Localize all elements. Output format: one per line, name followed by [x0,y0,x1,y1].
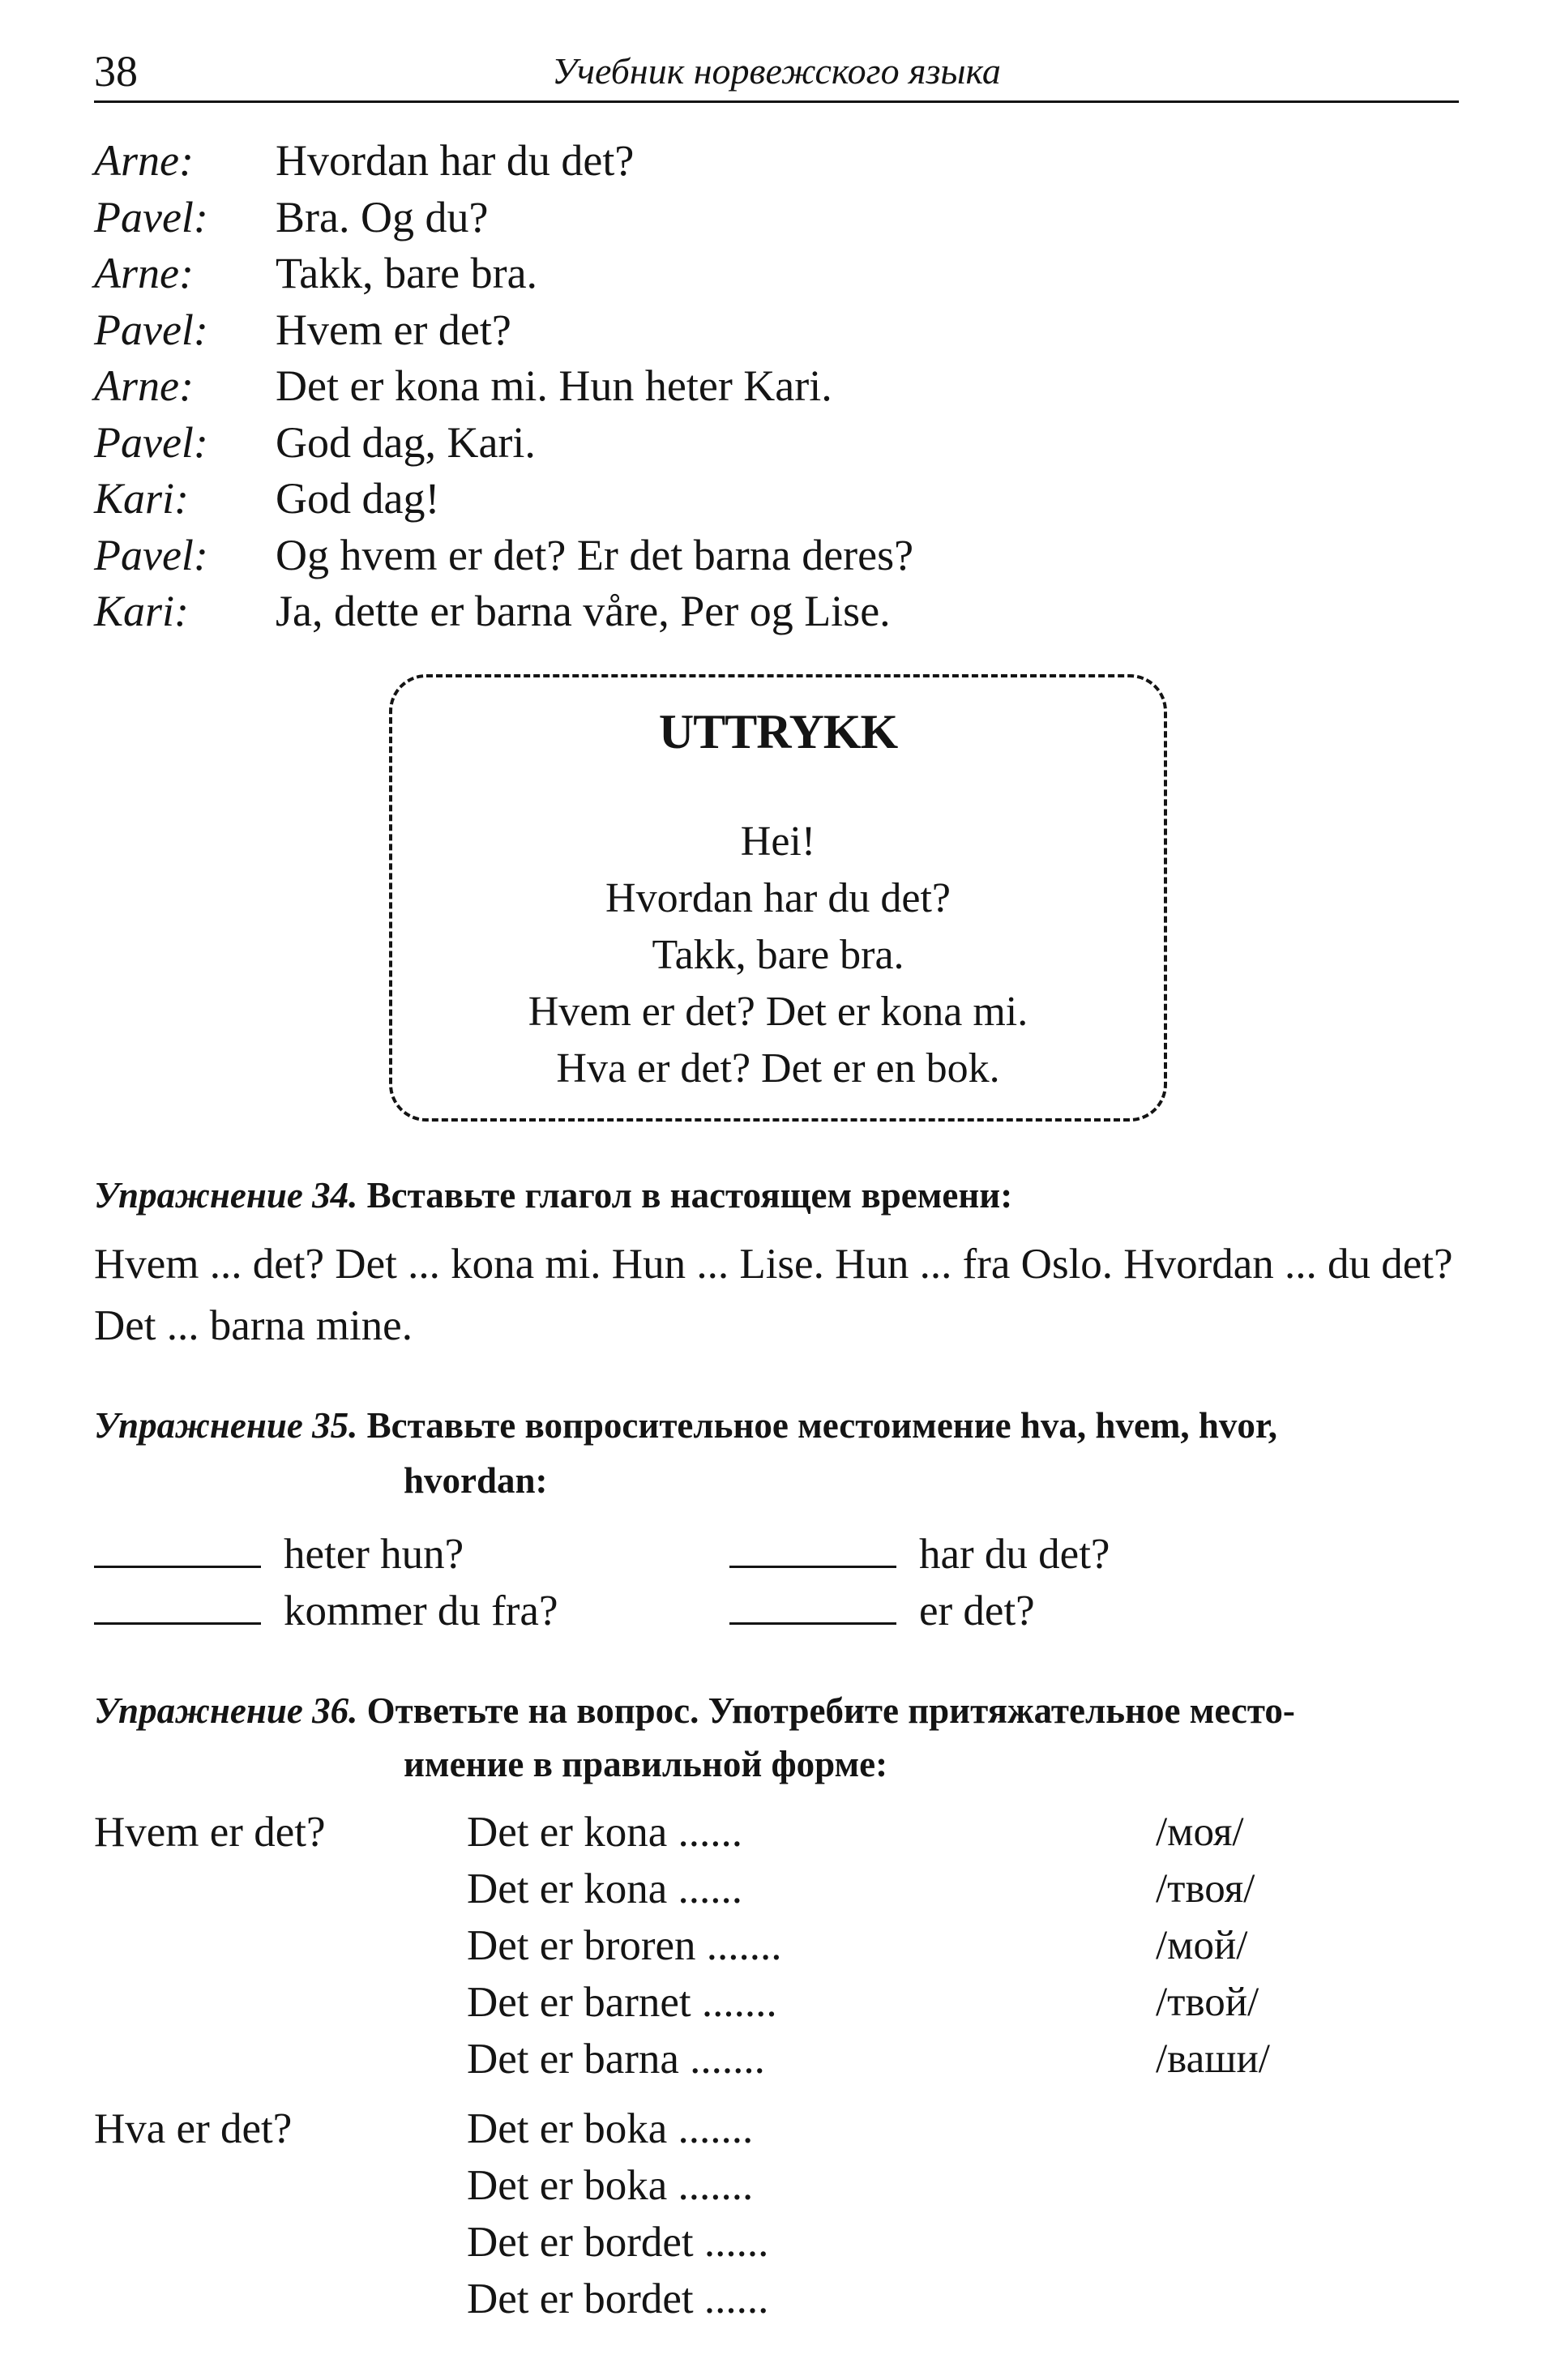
hint: /мой/ [1156,1923,1248,1968]
exercise-36-instruction-cont: имение в правильной форме: [404,1744,888,1784]
speaker: Pavel: [94,417,208,467]
answer-blank[interactable] [729,1580,896,1625]
hint: /ваши/ [1156,2036,1270,2082]
speaker: Kari: [94,474,190,523]
exercise-34-label: Упражнение 34. [94,1175,358,1216]
answer-blank[interactable] [94,1580,261,1625]
blank-item-text: er det? [919,1587,1035,1634]
answer-blank[interactable] [729,1523,896,1568]
speaker: Arne: [94,249,194,297]
blank-item-text: har du det? [919,1531,1110,1578]
answer-line: Det er kona ...... [467,1865,742,1912]
speaker: Pavel: [94,192,208,241]
exercise-34-text: Hvem ... det? Det ... kona mi. Hun ... Lise. Hun ... fra Oslo. Hvordan ... du det? Det ... barna mine. [94,1241,1453,1349]
exercise-34-heading [94,1170,1012,1220]
page-header [94,42,1459,100]
utterance: Bra. Og du? [276,192,489,241]
speaker: Arne: [94,136,194,185]
book-title: Учебник норвежского языка [552,50,1001,92]
exercise-35-instruction-cont: hvordan: [404,1460,548,1501]
hint: /моя/ [1156,1810,1244,1855]
utterance: Og hvem er det? Er det barna deres? [276,530,914,579]
answer-blank[interactable] [94,1523,261,1568]
utterance: Takk, bare bra. [276,249,538,297]
question-label: Hva er det? [94,2105,293,2152]
blank-item-text: kommer du fra? [284,1587,558,1634]
utterance: God dag! [276,474,440,523]
speaker: Kari: [94,587,190,635]
uttrykk-box [389,674,1167,1122]
answer-line: Det er bordet ...... [467,2219,769,2266]
exercise-35-heading [94,1400,1277,1451]
blank-item [729,1523,1110,1583]
utterance: God dag, Kari. [276,417,536,467]
blank-item [94,1580,558,1639]
answer-line: Det er barna ....... [467,2036,765,2083]
blank-item [94,1523,464,1583]
answer-line: Det er barnet ....... [467,1979,777,2026]
exercise-36-heading [94,1686,1295,1736]
answer-line: Det er kona ...... [467,1809,742,1856]
question-label: Hvem er det? [94,1809,326,1856]
exercise-35-instruction: Вставьте вопросительное местоимение hva, hvem, hvor, [366,1405,1278,1446]
answer-line: Det er broren ....... [467,1922,782,1969]
speaker: Pavel: [94,530,208,579]
phrase: Hei! [740,818,816,865]
uttrykk-title: UTTRYKK [658,705,898,758]
phrase: Hvem er det? Det er kona mi. [528,989,1028,1035]
blank-item [729,1580,1035,1639]
answer-line: Det er boka ....... [467,2105,754,2152]
phrase: Hvordan har du det? [605,875,951,921]
phrase-list [392,814,1164,1097]
exercise-35-label: Упражнение 35. [94,1405,358,1446]
answer-line: Det er boka ....... [467,2162,754,2209]
utterance: Hvordan har du det? [276,136,635,185]
utterance: Hvem er det? [276,305,511,354]
exercise-36-label: Упражнение 36. [94,1690,358,1731]
utterance: Ja, dette er barna våre, Per og Lise. [276,587,891,635]
hint: /твой/ [1156,1980,1259,2025]
answer-line: Det er bordet ...... [467,2275,769,2322]
exercise-36-instruction: Ответьте на вопрос. Употребите притяжательное место- [366,1690,1295,1731]
blank-item-text: heter hun? [284,1531,464,1578]
page-number: 38 [94,47,138,96]
speaker: Arne: [94,361,194,410]
utterance: Det er kona mi. Hun heter Kari. [276,361,832,410]
phrase: Hva er det? Det er en bok. [556,1045,1000,1092]
hint: /твоя/ [1156,1866,1255,1912]
exercise-34-instruction: Вставьте глагол в настоящем времени: [366,1175,1013,1216]
speaker: Pavel: [94,305,208,354]
phrase: Takk, bare bra. [652,932,904,978]
header-rule [94,100,1459,103]
